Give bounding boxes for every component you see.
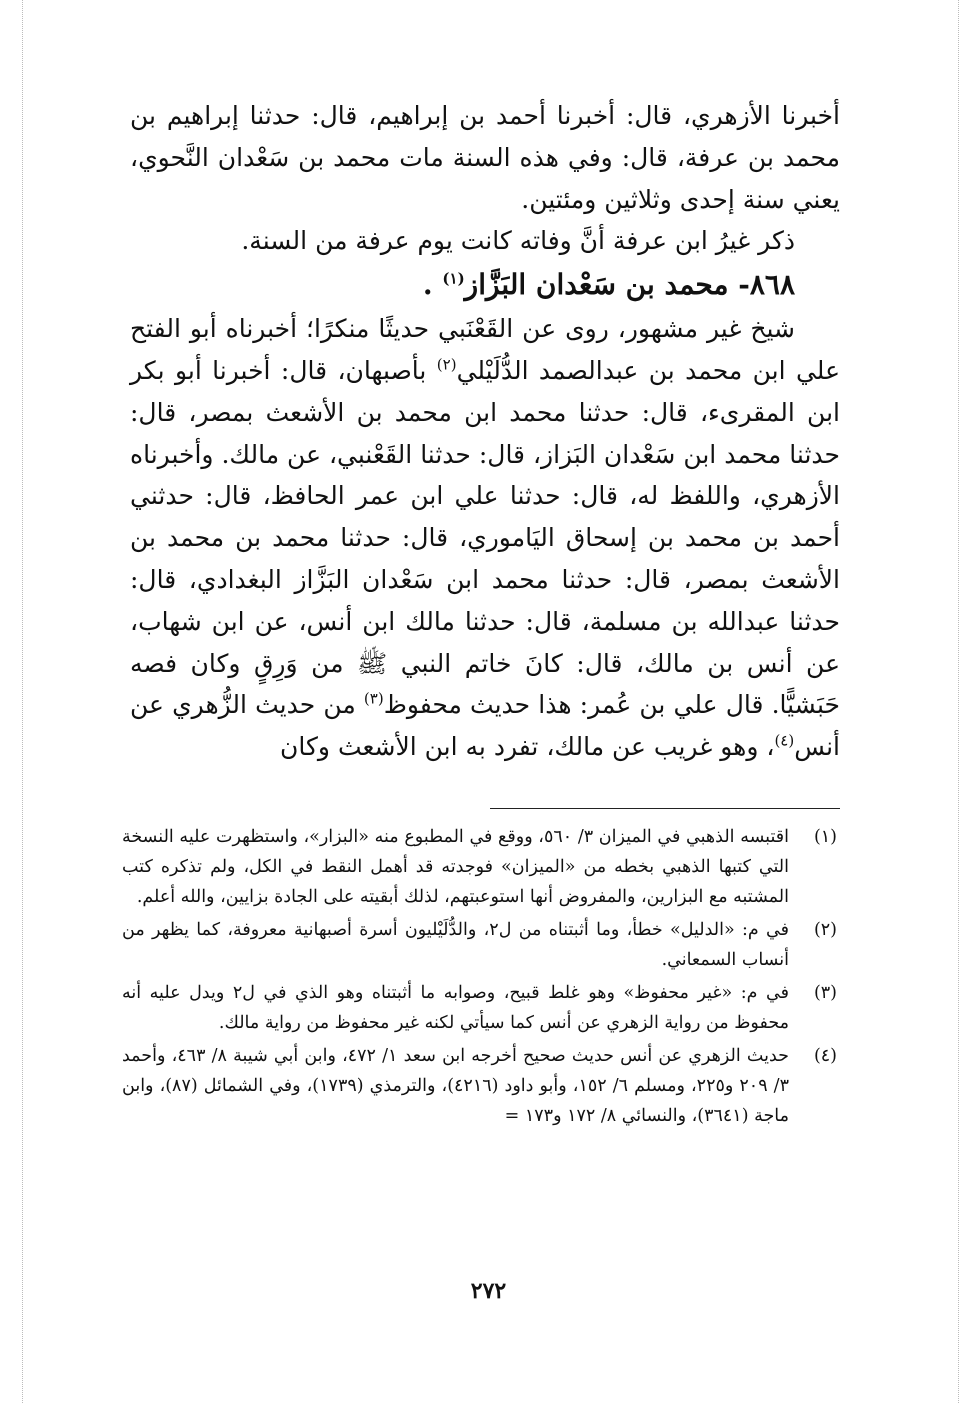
paragraph-3-part-a: شيخ غير مشهور، روى عن القَعْنَبي حديثًا منكرًا؛ أخبرناه أبو الفتح علي ابن محمد بن عبدالصمد الدُّلَيْلي	[130, 314, 840, 385]
paragraph-1: أخبرنا الأزهري، قال: أخبرنا أحمد بن إبراهيم، قال: حدثنا إبراهيم بن محمد بن عرفة، قال: وفي هذه السنة مات محمد بن سَعْدان النَّحوي، يعني سنة إحدى وثلاثين ومئتين.	[130, 101, 840, 214]
main-text	[130, 95, 840, 768]
footnote-2	[122, 915, 837, 975]
footnote-text: في م: «غير محفوظ» وهو غلط قبيح، وصوابه ما أثبتناه وهو الذي في ل٢ ويدل عليه أنه محفوظ من رواية الزهري عن أنس كما سيأتي لكنه غير محفوظ من رواية مالك.	[122, 983, 789, 1033]
footnote-number: (٣)	[813, 983, 837, 1003]
page-number: ٢٧٢	[470, 1278, 507, 1304]
heading-tail: .	[422, 268, 433, 302]
footnote-number: (٢)	[813, 920, 837, 940]
paragraph-3-part-c: من حديث الزُّهري عن أنس	[130, 690, 840, 762]
paragraph-2: ذكر غيرُ ابن عرفة أنَّ وفاته كانت يوم عرفة من السنة.	[241, 226, 795, 256]
heading-text: ٨٦٨- محمد بن سَعْدان البَزَّاز	[464, 268, 795, 302]
paragraph-3	[130, 308, 840, 768]
footnote-1	[122, 822, 837, 912]
footnotes	[122, 822, 837, 1134]
footnote-3	[122, 978, 837, 1038]
footnote-number: (٤)	[813, 1046, 837, 1066]
margin-dots-right	[958, 0, 959, 1403]
paragraph-3-part-b: بأصبهان، قال: أخبرنا أبو بكر ابن المقرىء، قال: حدثنا محمد ابن محمد بن الأشعث بمصر، قال: حدثنا محمد ابن سَعْدان البَزاز، قال: حدثنا القَعْنبي، عن مالك. وأخبرناه الأزهري، واللفظ له، قال: حدثنا علي ابن عمر الحافظ، قال: حدثني أحمد بن محمد بن إسحاق اليَاموري، قال: حدثنا محمد بن محمد بن الأشعث بمصر، قال: حدثنا محمد ابن سَعْدان البَزَّاز البغدادي، قال: حدثنا عبدالله بن مسلمة، قال: حدثنا مالك ابن أنس، عن ابن شهاب، عن أنس بن مالك، قال: كانَ خاتم النبي ﷺ من وَرِقٍ وكان فصه حَبَشيًّا. قال علي بن عُمر: هذا حديث محفوظ	[130, 355, 840, 720]
footnote-text: اقتبسه الذهبي في الميزان ٣/ ٥٦٠، ووقع في المطبوع منه «البزار»، واستظهرت عليه النسخة التي كتبها الذهبي بخطه من «الميزان» فوجدته قد أهمل النقط في الكل، ولم تذكره كتب المشتبه مع البزارين، والمفروض أنها استوعبتهم، لذلك أبقيته على الجادة بزايين، والله أعلم.	[122, 827, 789, 907]
footnote-ref-4: (٤)	[774, 731, 795, 750]
paragraph-3-part-d: ، وهو غريب عن مالك، تفرد به ابن الأشعث وكان	[280, 732, 775, 762]
footnote-number: (١)	[813, 827, 837, 847]
footnote-ref-2: (٢)	[436, 355, 457, 374]
footnote-text: حديث الزهري عن أنس حديث صحيح أخرجه ابن سعد ١/ ٤٧٢، وابن أبي شيبة ٨/ ٤٦٣، وأحمد ٣/ ٢٠٩ و٢٢٥، ومسلم ٦/ ١٥٢، وأبو داود (٤٢١٦)، والترمذي (١٧٣٩)، وفي الشمائل (٨٧)، وابن ماجة (٣٦٤١)، والنسائي ٨/ ١٧٢ و١٧٣ =	[122, 1046, 789, 1126]
footnote-text: في م: «الدليل» خطأ، وما أثبتناه من ل٢، والدُّلَيْليون أسرة أصبهانية معروفة، كما يظهر من أنساب السمعاني.	[122, 920, 790, 970]
footnote-ref-1: (١)	[442, 269, 465, 288]
footnote-separator	[490, 808, 840, 809]
margin-dots-left	[22, 0, 23, 1403]
footnote-4	[122, 1041, 837, 1131]
entry-heading	[130, 262, 840, 308]
footnote-ref-3: (٣)	[363, 690, 384, 709]
